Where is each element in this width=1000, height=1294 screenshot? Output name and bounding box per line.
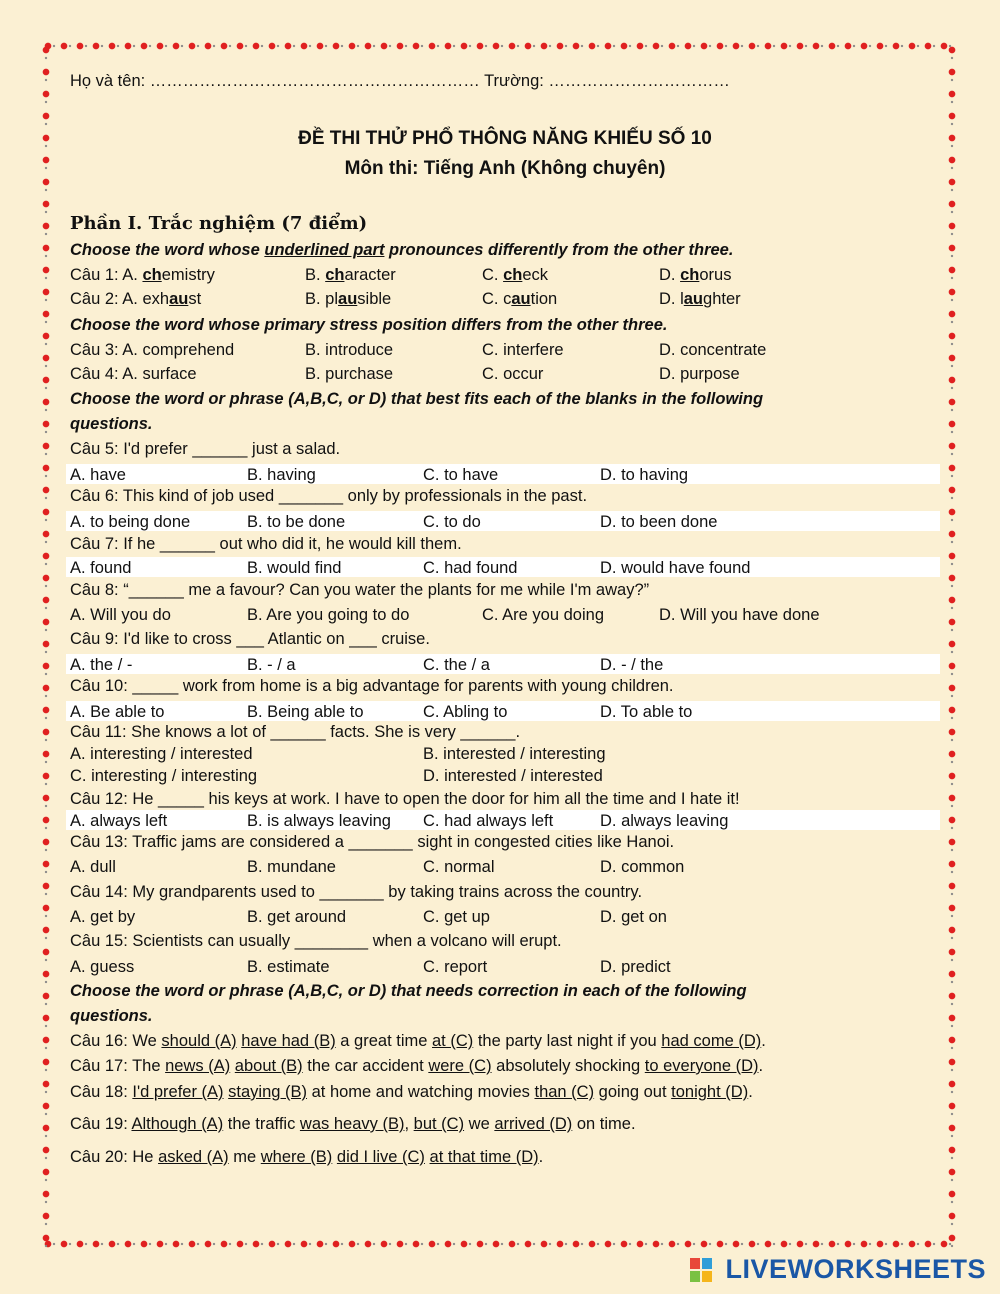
q12-option-d[interactable]: D. always leaving <box>600 812 729 830</box>
instruction-correction: Choose the word or phrase (A,B,C, or D) that needs correction in each of the following <box>70 982 747 1000</box>
q15-option-b[interactable]: B. estimate <box>247 958 330 976</box>
q1-option-d[interactable]: D. chorus <box>659 266 732 284</box>
q18-option-c[interactable]: than (C) <box>534 1083 595 1101</box>
q11-stem: Câu 11: She knows a lot of ______ facts. She is very ______. <box>70 723 521 741</box>
q7-option-a[interactable]: A. found <box>70 559 132 577</box>
q13-stem: Câu 13: Traffic jams are considered a _______ sight in congested cities like Hanoi. <box>70 833 675 851</box>
q19-option-d[interactable]: arrived (D) <box>494 1115 573 1133</box>
q17-option-a[interactable]: news (A) <box>165 1057 231 1075</box>
q15-option-d[interactable]: D. predict <box>600 958 671 976</box>
q5-option-b[interactable]: B. having <box>247 466 316 484</box>
q16-option-c[interactable]: at (C) <box>432 1032 474 1050</box>
instruction-pronunciation: Choose the word whose underlined part pronounces differently from the other three. <box>70 241 734 259</box>
exam-title: ĐỀ THI THỬ PHỔ THÔNG NĂNG KHIẾU SỐ 10 <box>298 128 712 149</box>
border-top <box>42 42 956 50</box>
q3-option-c[interactable]: C. interfere <box>482 341 564 359</box>
q2-option-a[interactable]: Câu 2: A. exhaust <box>70 290 202 308</box>
liveworksheets-logo: LIVEWORKSHEETS <box>725 1254 986 1284</box>
q13-option-d[interactable]: D. common <box>600 858 685 876</box>
section-heading: Phần I. Trắc nghiệm (7 điểm) <box>70 213 368 234</box>
q15-option-c[interactable]: C. report <box>423 958 488 976</box>
q18-sentence: Câu 18: I'd prefer (A) staying (B) at home and watching movies than (C) going out tonight (D). <box>70 1083 753 1101</box>
q12-option-b[interactable]: B. is always leaving <box>247 812 391 830</box>
q17-option-d[interactable]: to everyone (D) <box>644 1057 759 1075</box>
q6-option-c[interactable]: C. to do <box>423 513 481 531</box>
q18-option-d[interactable]: tonight (D) <box>671 1083 749 1101</box>
q9-option-d[interactable]: D. - / the <box>600 656 664 674</box>
q11-option-b[interactable]: B. interested / interesting <box>423 745 606 763</box>
q2-option-b[interactable]: B. plausible <box>305 290 392 308</box>
q15-stem: Câu 15: Scientists can usually ________ when a volcano will erupt. <box>70 932 562 950</box>
q4-option-b[interactable]: B. purchase <box>305 365 394 383</box>
q1-option-c[interactable]: C. check <box>482 266 549 284</box>
q7-option-b[interactable]: B. would find <box>247 559 342 577</box>
q10-option-d[interactable]: D. To able to <box>600 703 693 721</box>
q14-option-d[interactable]: D. get on <box>600 908 667 926</box>
q7-option-d[interactable]: D. would have found <box>600 559 751 577</box>
q3-option-b[interactable]: B. introduce <box>305 341 394 359</box>
q18-option-a[interactable]: I'd prefer (A) <box>132 1083 224 1101</box>
q10-option-b[interactable]: B. Being able to <box>247 703 364 721</box>
q5-stem: Câu 5: I'd prefer ______ just a salad. <box>70 440 341 458</box>
q20-option-d[interactable]: at that time (D) <box>429 1148 539 1166</box>
q14-option-b[interactable]: B. get around <box>247 908 347 926</box>
q17-option-b[interactable]: about (B) <box>234 1057 303 1075</box>
q13-option-a[interactable]: A. dull <box>70 858 116 876</box>
q9-stem: Câu 9: I'd like to cross ___ Atlantic on ___ cruise. <box>70 630 430 648</box>
q2-option-c[interactable]: C. caution <box>482 290 558 308</box>
q5-answer-band <box>66 464 940 484</box>
q16-option-b[interactable]: have had (B) <box>241 1032 336 1050</box>
q14-option-c[interactable]: C. get up <box>423 908 490 926</box>
q17-option-c[interactable]: were (C) <box>428 1057 492 1075</box>
q11-option-d[interactable]: D. interested / interested <box>423 767 603 785</box>
q8-option-a[interactable]: A. Will you do <box>70 606 171 624</box>
q6-option-b[interactable]: B. to be done <box>247 513 346 531</box>
q4-option-d[interactable]: D. purpose <box>659 365 740 383</box>
q4-option-a[interactable]: Câu 4: A. surface <box>70 365 197 383</box>
border-left <box>42 42 50 1248</box>
q12-stem: Câu 12: He _____ his keys at work. I have to open the door for him all the time and I hate it! <box>70 790 740 808</box>
q14-stem: Câu 14: My grandparents used to _______ by taking trains across the country. <box>70 883 643 901</box>
q9-answer-band <box>66 654 940 674</box>
q9-option-b[interactable]: B. - / a <box>247 656 296 674</box>
q7-stem: Câu 7: If he ______ out who did it, he would kill them. <box>70 535 462 553</box>
q11-option-c[interactable]: C. interesting / interesting <box>70 767 258 785</box>
q4-option-c[interactable]: C. occur <box>482 365 544 383</box>
q8-option-c[interactable]: C. Are you doing <box>482 606 604 624</box>
liveworksheets-logo-icon <box>690 1258 712 1282</box>
q17-sentence: Câu 17: The news (A) about (B) the car accident were (C) absolutely shocking to everyone (D). <box>70 1057 764 1075</box>
q9-option-a[interactable]: A. the / - <box>70 656 133 674</box>
q8-option-b[interactable]: B. Are you going to do <box>247 606 410 624</box>
q6-stem: Câu 6: This kind of job used _______ only by professionals in the past. <box>70 487 588 505</box>
instruction-stress: Choose the word whose primary stress position differs from the other three. <box>70 316 668 334</box>
name-school-line: Họ và tên: …………………………………………………… Trường: …………………………… <box>70 72 730 90</box>
instruction-correction-cont: questions. <box>70 1007 153 1025</box>
q20-option-c[interactable]: did I live (C) <box>336 1148 425 1166</box>
q18-option-b[interactable]: staying (B) <box>228 1083 308 1101</box>
q9-option-c[interactable]: C. the / a <box>423 656 490 674</box>
q19-option-a[interactable]: Although (A) <box>131 1115 224 1133</box>
border-bottom <box>42 1240 956 1248</box>
q20-option-a[interactable]: asked (A) <box>158 1148 229 1166</box>
q20-option-b[interactable]: where (B) <box>260 1148 333 1166</box>
q6-option-a[interactable]: A. to being done <box>70 513 191 531</box>
q19-sentence: Câu 19: Although (A) the traffic was heavy (B), but (C) we arrived (D) on time. <box>70 1115 636 1133</box>
q3-option-d[interactable]: D. concentrate <box>659 341 767 359</box>
instruction-blanks-cont: questions. <box>70 415 153 433</box>
q8-stem: Câu 8: “______ me a favour? Can you water the plants for me while I'm away?” <box>70 581 650 599</box>
q13-option-c[interactable]: C. normal <box>423 858 495 876</box>
q13-option-b[interactable]: B. mundane <box>247 858 336 876</box>
q10-stem: Câu 10: _____ work from home is a big advantage for parents with young children. <box>70 677 674 695</box>
q7-option-c[interactable]: C. had found <box>423 559 518 577</box>
q1-option-a[interactable]: Câu 1: A. chemistry <box>70 266 215 284</box>
instruction-blanks: Choose the word or phrase (A,B,C, or D) that best fits each of the blanks in the following <box>70 390 764 408</box>
q5-option-a[interactable]: A. have <box>70 466 126 484</box>
exam-subject: Môn thi: Tiếng Anh (Không chuyên) <box>344 158 666 179</box>
q5-option-d[interactable]: D. to having <box>600 466 689 484</box>
q12-option-a[interactable]: A. always left <box>70 812 168 830</box>
q3-option-a[interactable]: Câu 3: A. comprehend <box>70 341 235 359</box>
q20-sentence: Câu 20: He asked (A) me where (B) did I live (C) at that time (D). <box>70 1148 544 1166</box>
q11-option-a[interactable]: A. interesting / interested <box>70 745 253 763</box>
q14-option-a[interactable]: A. get by <box>70 908 136 926</box>
q6-answer-band <box>66 511 940 531</box>
q6-option-d[interactable]: D. to been done <box>600 513 718 531</box>
q16-option-d[interactable]: had come (D) <box>661 1032 762 1050</box>
q15-option-a[interactable]: A. guess <box>70 958 135 976</box>
q1-option-b[interactable]: B. character <box>305 266 396 284</box>
q5-option-c[interactable]: C. to have <box>423 466 499 484</box>
border-right <box>948 42 956 1248</box>
q19-option-b[interactable]: was heavy (B) <box>299 1115 405 1133</box>
q10-option-c[interactable]: C. Abling to <box>423 703 508 721</box>
q12-option-c[interactable]: C. had always left <box>423 812 554 830</box>
q19-option-c[interactable]: but (C) <box>413 1115 465 1133</box>
q8-option-d[interactable]: D. Will you have done <box>659 606 820 624</box>
q2-option-d[interactable]: D. laughter <box>659 290 741 308</box>
q16-sentence: Câu 16: We should (A) have had (B) a great time at (C) the party last night if you had come (D). <box>70 1032 766 1050</box>
q10-option-a[interactable]: A. Be able to <box>70 703 165 721</box>
q16-option-a[interactable]: should (A) <box>161 1032 237 1050</box>
